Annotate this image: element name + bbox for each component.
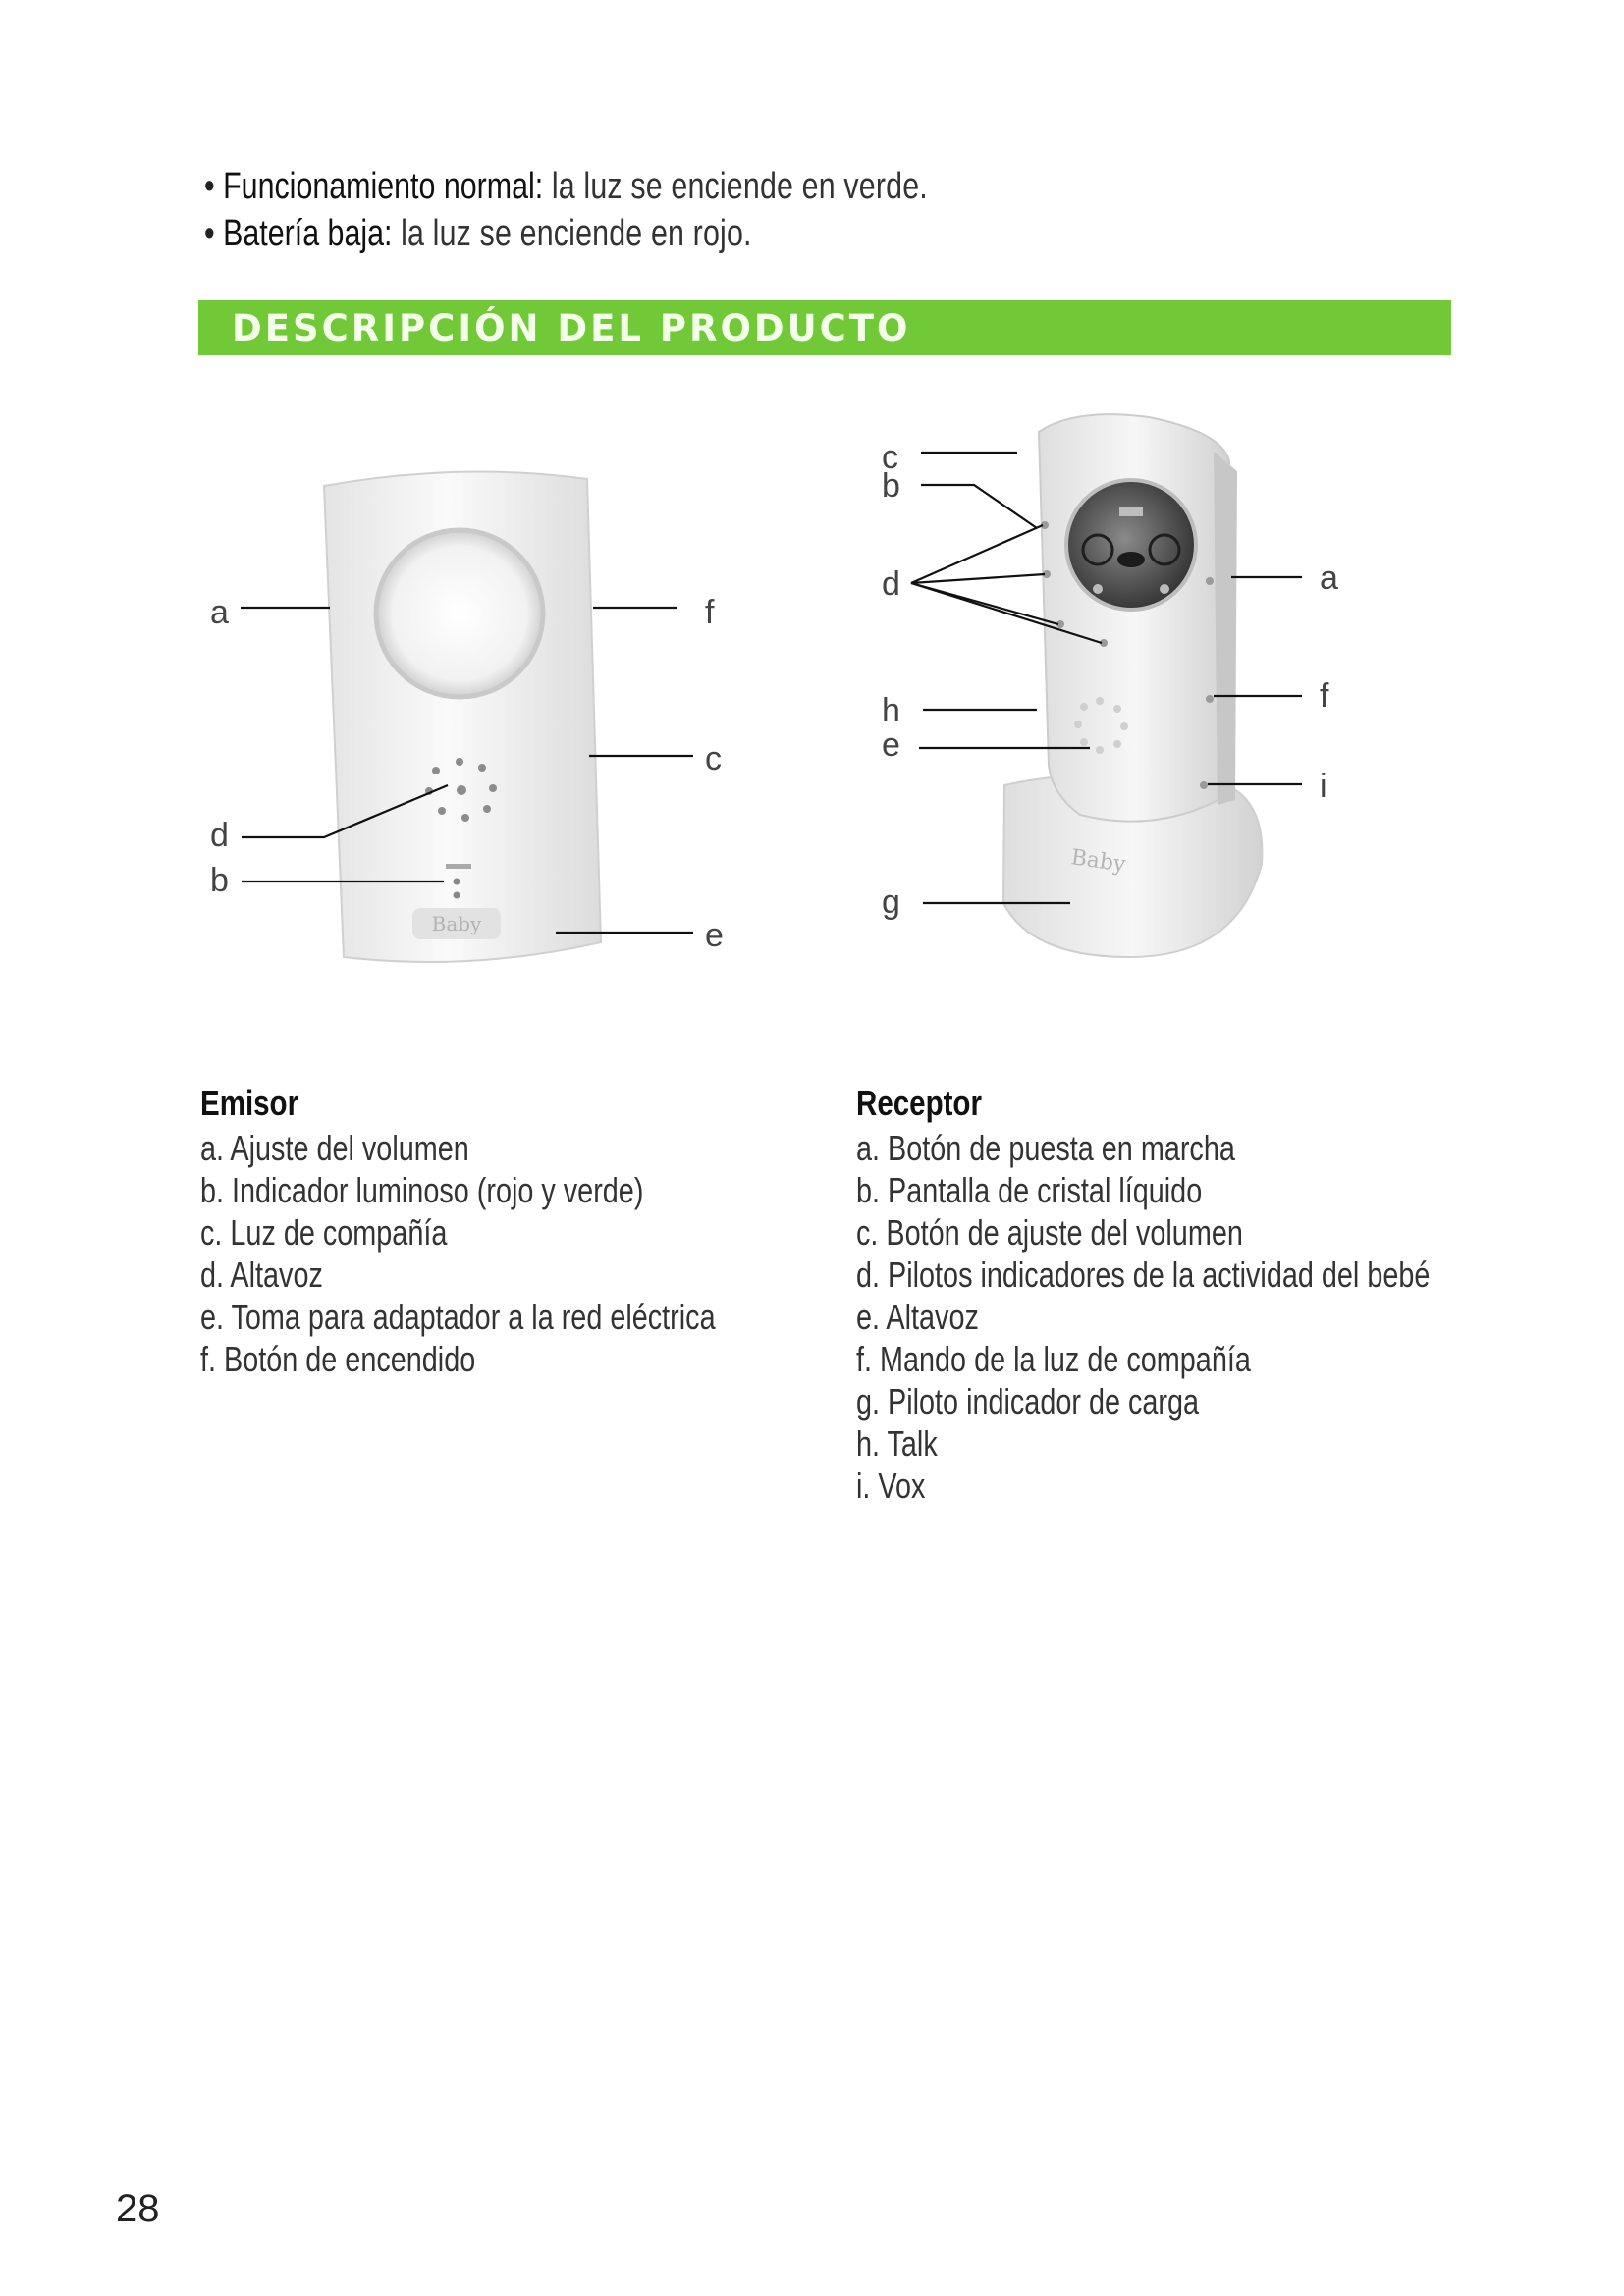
emitter-device	[324, 471, 601, 962]
receptor-item-a: a. Botón de puesta en marcha	[856, 1128, 1235, 1168]
emitter-label-b: b	[210, 862, 229, 899]
receiver-label-c: c	[882, 439, 898, 476]
emisor-item-b: b. Indicador luminoso (rojo y verde)	[200, 1170, 644, 1210]
emisor-item-a: a. Ajuste del volumen	[200, 1128, 469, 1168]
emisor-title: Emisor	[200, 1083, 299, 1123]
emitter-label-d: d	[210, 817, 229, 854]
emisor-item-f: f. Botón de encendido	[200, 1339, 476, 1379]
receptor-item-f: f. Mando de la luz de compañía	[856, 1339, 1251, 1379]
emitter-label-c: c	[705, 740, 722, 777]
receptor-item-e: e. Altavoz	[856, 1297, 979, 1337]
status-bullets	[204, 163, 1109, 257]
receiver-label-b: b	[882, 467, 900, 505]
receptor-item-d: d. Pilotos indicadores de la actividad del bebé	[856, 1255, 1431, 1295]
emitter-label-e: e	[705, 917, 724, 954]
emisor-item-e: e. Toma para adaptador a la red eléctrica	[200, 1297, 716, 1337]
receiver-label-f: f	[1320, 677, 1329, 715]
section-banner	[198, 300, 1451, 355]
bullet-normal: • Funcionamiento normal: la luz se enciende en verde.	[204, 166, 928, 207]
bullet-low-battery-label: Batería baja:	[223, 213, 393, 254]
bullet-normal-label: Funcionamiento normal:	[223, 166, 544, 207]
bullet-low-battery-text: la luz se enciende en rojo.	[392, 213, 752, 254]
receiver-label-a: a	[1320, 560, 1338, 597]
emisor-list	[200, 1082, 844, 1380]
bullet-low-battery: • Batería baja: la luz se enciende en rojo.	[204, 213, 752, 254]
receiver-label-d: d	[882, 565, 900, 603]
svg-text:Baby: Baby	[431, 912, 482, 935]
emitter-label-a: a	[210, 594, 229, 631]
emitter-label-f: f	[705, 594, 715, 631]
page-number: 28	[116, 2187, 160, 2230]
receptor-item-h: h. Talk	[856, 1423, 938, 1464]
receiver-label-e: e	[882, 726, 900, 764]
receptor-list	[856, 1082, 1573, 1507]
product-illustration	[196, 393, 1338, 991]
receiver-label-g: g	[882, 883, 900, 921]
bullet-normal-text: la luz se enciende en verde.	[543, 166, 928, 207]
receptor-item-c: c. Botón de ajuste del volumen	[856, 1212, 1243, 1253]
section-title: DESCRIPCIÓN DEL PRODUCTO	[232, 307, 911, 349]
receiver-device	[1003, 414, 1262, 957]
receptor-title: Receptor	[856, 1083, 982, 1123]
receptor-item-g: g. Piloto indicador de carga	[856, 1381, 1200, 1421]
receptor-item-b: b. Pantalla de cristal líquido	[856, 1170, 1203, 1210]
svg-text:Baby: Baby	[1069, 845, 1127, 878]
receiver-label-h: h	[882, 692, 900, 729]
emisor-item-c: c. Luz de compañía	[200, 1212, 448, 1253]
emisor-item-d: d. Altavoz	[200, 1255, 323, 1295]
receptor-item-i: i. Vox	[856, 1466, 926, 1506]
receiver-label-i: i	[1320, 768, 1327, 805]
